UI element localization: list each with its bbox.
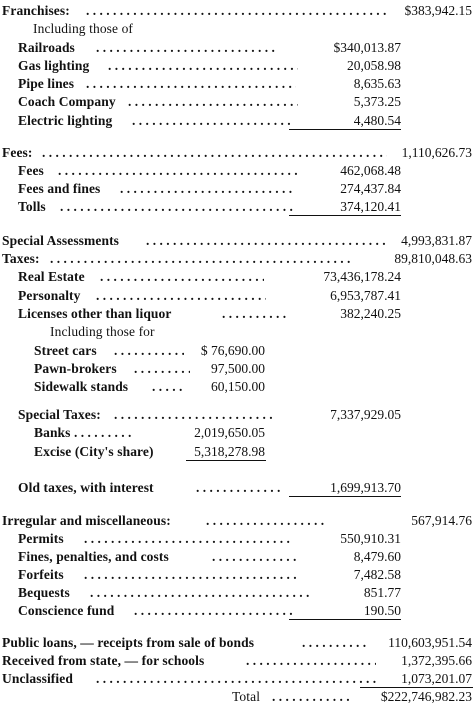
irregular-item-row: [0, 530, 475, 548]
license-item-value: 97,500.00: [211, 361, 265, 376]
special-tax-item-row: [0, 443, 475, 461]
unclassified-label: Unclassified: [2, 671, 73, 686]
special-taxes-label: Special Taxes:: [18, 407, 101, 422]
franchise-row-coach: [0, 93, 475, 111]
fees-total: 1,110,626.73: [401, 145, 472, 160]
irregular-item-label: Forfeits: [18, 567, 64, 582]
irregular-item-value: 550,910.31: [340, 531, 401, 546]
licenses-including-row: [0, 323, 475, 341]
leader-dots: [86, 75, 296, 93]
fees-item-label: Fees and fines: [18, 181, 101, 196]
taxes-real-estate-row: [0, 268, 475, 286]
taxes-item-label: Personalty: [18, 288, 81, 303]
special-tax-item-value: 5,318,278.98: [194, 444, 265, 459]
license-item-value: $ 76,690.00: [200, 343, 265, 358]
franchises-including-row: [0, 20, 475, 38]
fees-item-row: [0, 162, 475, 180]
special-tax-item-value: 2,019,650.05: [194, 425, 265, 440]
fees-item-value: 374,120.41: [340, 199, 401, 214]
franchises-including-label: Including those of: [33, 21, 134, 36]
franchise-row-pipe: [0, 75, 475, 93]
license-item-label: Sidewalk stands: [34, 379, 129, 394]
irregular-item-row: [0, 584, 475, 602]
taxes-item-label: Licenses other than liquor: [18, 306, 172, 321]
license-item-label: Street cars: [34, 343, 97, 358]
taxes-item-label: Real Estate: [18, 269, 85, 284]
leader-dots: [42, 144, 387, 162]
grand-total-row: [0, 688, 475, 706]
fees-item-label: Tolls: [18, 199, 46, 214]
irregular-label: Irregular and miscellaneous:: [2, 513, 171, 528]
leader-dots: [134, 360, 190, 378]
grand-total-label: Total: [232, 689, 261, 704]
leader-dots: [96, 287, 266, 305]
special-taxes-row: [0, 406, 475, 424]
leader-dots: [96, 39, 276, 57]
fees-row: [0, 144, 475, 162]
fees-item-row: [0, 180, 475, 198]
leader-dots: [74, 424, 134, 442]
leader-dots: [114, 406, 274, 424]
franchise-row-gas: [0, 57, 475, 75]
state-schools-label: Received from state, — for schools: [2, 653, 205, 668]
taxes-licenses-row: [0, 305, 475, 323]
special-assessments-label: Special Assessments: [2, 233, 120, 248]
special-tax-item-label: Excise (City's share): [34, 444, 154, 459]
franchise-row-railroads: [0, 39, 475, 57]
special-assessments-total: 4,993,831.87: [401, 233, 472, 248]
leader-dots: [60, 198, 296, 216]
taxes-personalty-row: [0, 287, 475, 305]
public-loans-label: Public loans, — receipts from sale of bonds: [2, 635, 255, 650]
taxes-item-value: 6,953,787.41: [330, 288, 401, 303]
franchise-label: Electric lighting: [18, 113, 113, 128]
taxes-label: Taxes:: [2, 251, 40, 266]
leader-dots: [114, 342, 184, 360]
license-item-row: [0, 342, 475, 360]
irregular-item-row: [0, 566, 475, 584]
old-taxes-value: 1,699,913.70: [330, 480, 401, 495]
state-schools-row: [0, 652, 475, 670]
taxes-total: 89,810,048.63: [394, 251, 472, 266]
irregular-item-value: 190.50: [363, 603, 401, 618]
fees-item-value: 274,437.84: [340, 181, 401, 196]
franchise-row-electric: [0, 112, 475, 130]
old-taxes-label: Old taxes, with interest: [18, 480, 154, 495]
leader-dots: [206, 512, 326, 530]
franchises-total: $383,942.15: [404, 3, 472, 18]
irregular-item-row: [0, 602, 475, 620]
leader-dots: [272, 688, 350, 706]
franchise-value: 20,058.98: [347, 58, 401, 73]
fees-item-label: Fees: [18, 163, 44, 178]
irregular-item-label: Permits: [18, 531, 64, 546]
taxes-row: [0, 250, 475, 268]
leader-dots: [246, 652, 376, 670]
leader-dots: [100, 268, 264, 286]
franchise-label: Coach Company: [18, 94, 116, 109]
public-loans-row: [0, 634, 475, 652]
grand-total-value: $222,746,982.23: [380, 689, 472, 704]
franchise-label: Gas lighting: [18, 58, 90, 73]
irregular-item-value: 8,479.60: [353, 549, 401, 564]
unclassified-row: [0, 670, 475, 688]
irregular-item-value: 7,482.58: [353, 567, 401, 582]
taxes-item-value: 382,240.25: [340, 306, 401, 321]
special-assessments-row: [0, 232, 475, 250]
franchise-value: 8,635.63: [353, 76, 401, 91]
leader-dots: [86, 2, 386, 20]
license-item-row: [0, 360, 475, 378]
licenses-including-label: Including those for: [50, 324, 155, 339]
irregular-item-label: Bequests: [18, 585, 70, 600]
license-item-label: Pawn-brokers: [34, 361, 117, 376]
franchise-label: Pipe lines: [18, 76, 75, 91]
license-item-row: [0, 378, 475, 396]
special-tax-item-row: [0, 424, 475, 442]
leader-dots: [146, 232, 388, 250]
leader-dots: [50, 250, 350, 268]
franchise-value: 4,480.54: [353, 113, 401, 128]
franchise-value: 5,373.25: [353, 94, 401, 109]
franchise-label: Railroads: [18, 40, 75, 55]
public-loans-total: 110,603,951.54: [388, 635, 472, 650]
fees-item-row: [0, 198, 475, 216]
irregular-total: 567,914.76: [411, 513, 472, 528]
leader-dots: [84, 530, 290, 548]
irregular-item-row: [0, 548, 475, 566]
license-item-value: 60,150.00: [211, 379, 265, 394]
unclassified-total: 1,073,201.07: [401, 671, 472, 686]
leader-dots: [96, 670, 376, 688]
special-taxes-value: 7,337,929.05: [330, 407, 401, 422]
irregular-row: [0, 512, 475, 530]
franchise-value: $340,013.87: [333, 40, 401, 55]
fees-label: Fees:: [2, 145, 33, 160]
irregular-item-value: 851.77: [363, 585, 401, 600]
taxes-item-value: 73,436,178.24: [323, 269, 401, 284]
old-taxes-row: [0, 479, 475, 497]
leader-dots: [58, 162, 298, 180]
irregular-item-label: Fines, penalties, and costs: [18, 549, 169, 564]
fees-item-value: 462,068.48: [340, 163, 401, 178]
irregular-item-label: Conscience fund: [18, 603, 115, 618]
franchises-label: Franchises:: [2, 3, 70, 18]
franchises-row: [0, 2, 475, 20]
leader-dots: [152, 378, 182, 396]
special-tax-item-label: Banks: [34, 425, 71, 440]
state-schools-total: 1,372,395.66: [401, 653, 472, 668]
